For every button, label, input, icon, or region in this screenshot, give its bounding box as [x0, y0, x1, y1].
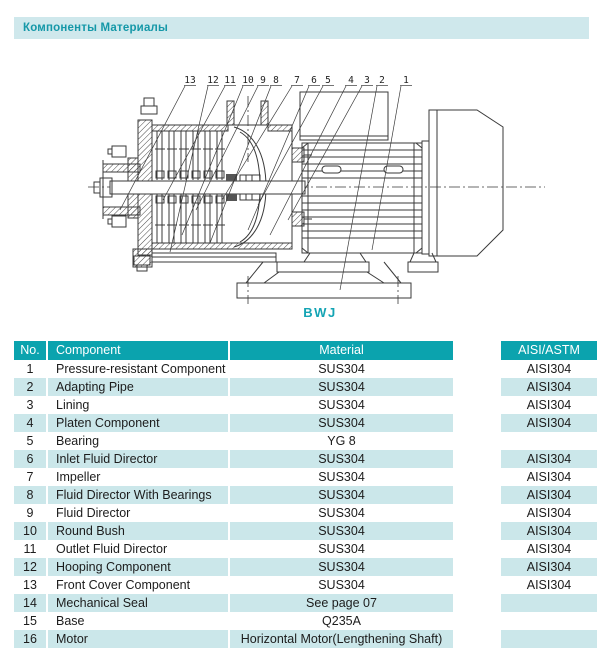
cell-no: 11 — [23, 542, 37, 556]
drawing-caption: BWJ — [303, 305, 337, 320]
cell-material: See page 07 — [230, 594, 453, 612]
table-row — [14, 558, 597, 576]
column-gap — [455, 522, 499, 540]
header-column-gap — [455, 341, 499, 360]
callout-label-4: 4 — [348, 75, 354, 86]
table-row — [14, 360, 597, 378]
callout-label-6: 6 — [311, 75, 317, 86]
materials-table — [14, 341, 597, 648]
cell-material: SUS304 — [230, 378, 453, 396]
table-header-row — [14, 341, 597, 360]
column-gap — [455, 540, 499, 558]
callout-label-13: 13 — [184, 75, 196, 86]
cell-aisi — [501, 594, 597, 612]
table-row — [14, 594, 597, 612]
cell-no: 9 — [26, 506, 34, 520]
table-row — [14, 396, 597, 414]
materials-table-body — [14, 360, 597, 648]
cell-component: Pressure-resistant Component — [56, 362, 226, 376]
table-row — [14, 378, 597, 396]
cell-aisi: AISI304 — [501, 522, 597, 540]
cell-aisi: AISI304 — [526, 362, 572, 376]
table-row — [14, 504, 597, 522]
cell-component: Motor — [48, 630, 228, 648]
baseplate-section — [133, 249, 438, 298]
cell-component: Outlet Fluid Director — [56, 542, 168, 556]
column-gap — [455, 414, 499, 432]
cell-component: Mechanical Seal — [48, 594, 228, 612]
cell-component: Base — [56, 614, 85, 628]
cell-no: 3 — [26, 398, 34, 412]
cell-no: 12 — [14, 558, 46, 576]
table-row — [14, 432, 597, 450]
header-aisi-astm: AISI/ASTM — [501, 341, 597, 360]
header-no: No. — [14, 341, 46, 360]
section-title: Компоненты Материалы — [23, 22, 169, 34]
cell-no: 10 — [14, 522, 46, 540]
cell-material: SUS304 — [318, 542, 365, 556]
column-gap — [455, 360, 499, 378]
callout-label-11: 11 — [224, 75, 236, 86]
table-row — [14, 450, 597, 468]
column-gap — [455, 504, 499, 522]
column-gap — [455, 450, 499, 468]
cell-aisi: AISI304 — [501, 558, 597, 576]
cell-no: 7 — [26, 470, 34, 484]
callout-label-2: 2 — [379, 75, 385, 86]
column-gap — [455, 576, 499, 594]
cell-no: 5 — [26, 434, 34, 448]
cell-aisi: AISI304 — [526, 542, 572, 556]
cell-no: 16 — [14, 630, 46, 648]
cell-component: Hooping Component — [48, 558, 228, 576]
cell-aisi: AISI304 — [526, 470, 572, 484]
cell-component: Lining — [56, 398, 90, 412]
cell-no: 15 — [23, 614, 37, 628]
callout-label-7: 7 — [294, 75, 300, 86]
cell-no: 4 — [14, 414, 46, 432]
table-row — [14, 522, 597, 540]
callout-leader-line — [210, 86, 271, 243]
column-gap — [455, 432, 499, 450]
callout-label-1: 1 — [403, 75, 409, 86]
cell-material: Horizontal Motor(Lengthening Shaft) — [230, 630, 453, 648]
cell-material: SUS304 — [318, 506, 365, 520]
column-gap — [455, 396, 499, 414]
cell-no: 14 — [14, 594, 46, 612]
cell-component: Round Bush — [48, 522, 228, 540]
cell-material: SUS304 — [318, 470, 365, 484]
cell-material: SUS304 — [230, 558, 453, 576]
cell-component: Bearing — [56, 434, 100, 448]
callout-leader-line — [170, 86, 208, 252]
cell-component: Front Cover Component — [56, 578, 191, 592]
cell-aisi: AISI304 — [526, 578, 572, 592]
cell-material: SUS304 — [230, 414, 453, 432]
cell-aisi — [501, 612, 597, 630]
cell-material: SUS304 — [318, 398, 365, 412]
cell-aisi — [501, 630, 597, 648]
cell-material: SUS304 — [318, 362, 365, 376]
cell-component: Fluid Director — [56, 506, 131, 520]
cell-aisi: AISI304 — [501, 450, 597, 468]
table-row — [14, 612, 597, 630]
cell-no: 8 — [14, 486, 46, 504]
callout-label-10: 10 — [242, 75, 254, 86]
cell-material: SUS304 — [230, 522, 453, 540]
cell-component: Impeller — [56, 470, 101, 484]
column-gap — [455, 558, 499, 576]
cell-component: Adapting Pipe — [48, 378, 228, 396]
cell-no: 1 — [26, 362, 34, 376]
header-component: Component — [48, 341, 228, 360]
cell-material: SUS304 — [318, 578, 365, 592]
callout-label-9: 9 — [260, 75, 266, 86]
cell-aisi — [501, 432, 597, 450]
header-material: Material — [230, 341, 453, 360]
cell-material: YG 8 — [327, 434, 356, 448]
cell-component: Fluid Director With Bearings — [48, 486, 228, 504]
cell-component: Platen Component — [48, 414, 228, 432]
column-gap — [455, 468, 499, 486]
cell-material: Q235A — [322, 614, 361, 628]
table-row — [14, 468, 597, 486]
cell-material: SUS304 — [230, 486, 453, 504]
callout-leader-line — [340, 86, 377, 290]
table-row — [14, 486, 597, 504]
column-gap — [455, 486, 499, 504]
cell-no: 6 — [14, 450, 46, 468]
column-gap — [455, 630, 499, 648]
table-row — [14, 414, 597, 432]
table-row — [14, 540, 597, 558]
callout-label-8: 8 — [273, 75, 279, 86]
cell-component: Inlet Fluid Director — [48, 450, 228, 468]
cell-aisi: AISI304 — [501, 486, 597, 504]
cell-aisi: AISI304 — [501, 378, 597, 396]
callout-label-3: 3 — [364, 75, 370, 86]
column-gap — [455, 594, 499, 612]
cell-aisi: AISI304 — [526, 506, 572, 520]
cell-aisi: AISI304 — [501, 414, 597, 432]
table-row — [14, 576, 597, 594]
cell-no: 13 — [23, 578, 37, 592]
cell-aisi: AISI304 — [526, 398, 572, 412]
cell-no: 2 — [14, 378, 46, 396]
column-gap — [455, 612, 499, 630]
cell-material: SUS304 — [230, 450, 453, 468]
column-gap — [455, 378, 499, 396]
callout-label-5: 5 — [325, 75, 331, 86]
callout-label-12: 12 — [207, 75, 219, 86]
table-row — [14, 630, 597, 648]
